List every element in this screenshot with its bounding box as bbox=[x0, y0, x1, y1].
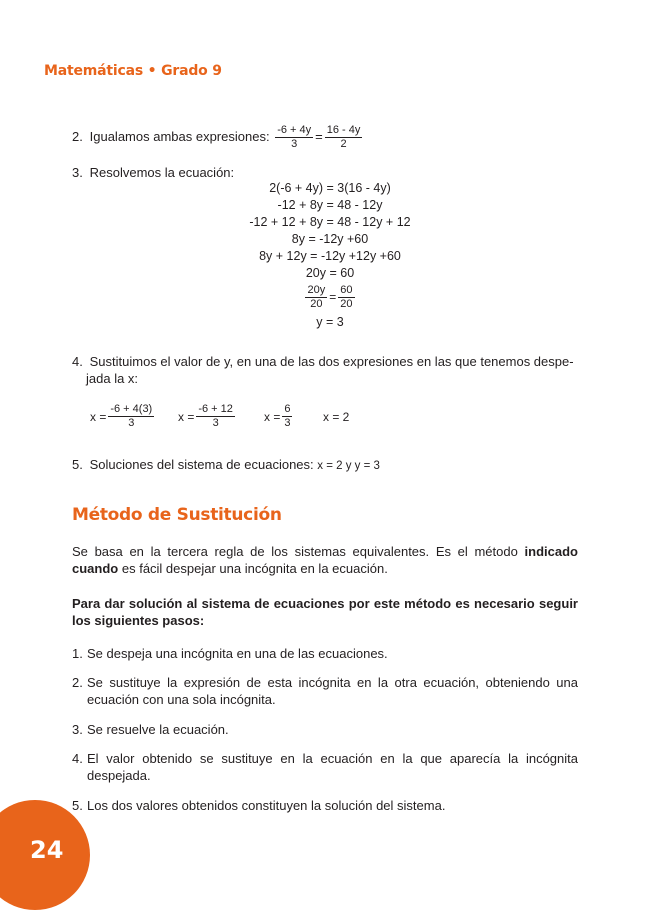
equation-result: y = 3 bbox=[316, 315, 344, 329]
equals-sign: = bbox=[329, 290, 337, 304]
list-item bbox=[72, 674, 578, 708]
step-3-number: 3. bbox=[72, 165, 83, 180]
equation-fraction-line bbox=[200, 282, 460, 312]
step-4-text-line1: Sustituimos el valor de y, en una de las dos expresiones en las que tenemos despe- bbox=[89, 354, 574, 369]
substitution-fraction bbox=[282, 403, 292, 430]
header-subject: Matemáticas bbox=[44, 63, 143, 79]
equation-right-fraction bbox=[338, 284, 354, 311]
list-item-number: 3. bbox=[72, 722, 83, 737]
intro-bold-text: indicado cuando bbox=[72, 544, 578, 576]
substitution-lhs: x = bbox=[264, 409, 281, 424]
step-5 bbox=[72, 456, 380, 475]
equation-left-fraction bbox=[305, 284, 327, 311]
equals-sign: = bbox=[315, 128, 323, 144]
list-item-number: 2. bbox=[72, 675, 83, 690]
fraction-denominator: 3 bbox=[128, 417, 135, 429]
step-5-number: 5. bbox=[72, 457, 83, 472]
fraction-numerator: 16 - 4y bbox=[326, 124, 361, 136]
substitution-2 bbox=[178, 403, 237, 430]
list-item bbox=[72, 750, 578, 784]
step-4-text-line2: jada la x: bbox=[86, 371, 139, 386]
substitution-fraction bbox=[196, 403, 235, 430]
list-item-number: 4. bbox=[72, 751, 83, 766]
header-grade: Grado 9 bbox=[161, 63, 222, 79]
list-item bbox=[72, 645, 578, 662]
substitution-1 bbox=[90, 403, 156, 430]
list-item-text: El valor obtenido se sustituye en la ecuación en la que aparecía la incógnita despejada. bbox=[87, 751, 578, 783]
step-2-right-fraction bbox=[325, 124, 363, 151]
list-item bbox=[72, 797, 578, 814]
fraction-numerator: 20y bbox=[307, 283, 326, 296]
substitution-lhs: x = bbox=[178, 409, 195, 424]
substitution-lhs: x = bbox=[90, 409, 107, 424]
equation-line: -12 + 12 + 8y = 48 - 12y + 12 bbox=[249, 215, 411, 229]
list-item-text: Los dos valores obtenidos constituyen la solución del sistema. bbox=[87, 798, 446, 813]
fraction-denominator: 3 bbox=[291, 138, 298, 150]
list-item-number: 1. bbox=[72, 646, 83, 661]
lead-paragraph: Para dar solución al sistema de ecuaciones por este método es necesario seguir los siguientes pasos: bbox=[72, 596, 578, 628]
intro-paragraph bbox=[72, 543, 578, 577]
page-number: 24 bbox=[30, 836, 64, 864]
equation-block bbox=[200, 180, 460, 331]
equation-line: 8y = -12y +60 bbox=[291, 232, 369, 246]
substitution-fraction bbox=[108, 403, 154, 430]
section-title: Método de Sustitución bbox=[72, 505, 282, 525]
substitution-3 bbox=[264, 403, 294, 430]
substitution-result: x = 2 bbox=[323, 410, 350, 424]
fraction-denominator: 20 bbox=[340, 297, 353, 310]
fraction-denominator: 3 bbox=[284, 417, 291, 429]
fraction-denominator: 3 bbox=[212, 417, 219, 429]
running-header bbox=[44, 63, 222, 79]
list-item-text: Se resuelve la ecuación. bbox=[87, 722, 229, 737]
list-item-number: 5. bbox=[72, 798, 83, 813]
step-3 bbox=[72, 164, 234, 181]
fraction-numerator: -6 + 4y bbox=[277, 124, 312, 136]
step-4 bbox=[72, 353, 582, 387]
list-item-text: Se sustituye la expresión de esta incógnita en la otra ecuación, obteniendo una ecuación con una sola incógnita. bbox=[87, 675, 578, 707]
fraction-numerator: -6 + 12 bbox=[198, 403, 233, 415]
intro-text-b: es fácil despejar una incógnita en la ecuación. bbox=[121, 561, 388, 576]
step-3-text: Resolvemos la ecuación: bbox=[89, 165, 235, 180]
equation-line: 20y = 60 bbox=[305, 266, 355, 280]
fraction-numerator: 60 bbox=[340, 283, 353, 296]
step-2-number: 2. bbox=[72, 128, 83, 144]
header-bullet: • bbox=[147, 63, 157, 79]
step-2 bbox=[72, 124, 364, 151]
fraction-denominator: 2 bbox=[340, 138, 347, 150]
fraction-numerator: 6 bbox=[284, 403, 291, 415]
equation-line: 2(-6 + 4y) = 3(16 - 4y) bbox=[269, 181, 391, 195]
step-5-text: Soluciones del sistema de ecuaciones: bbox=[89, 457, 314, 472]
equation-line: -12 + 8y = 48 - 12y bbox=[277, 198, 383, 212]
fraction-denominator: 20 bbox=[310, 297, 323, 310]
list-item bbox=[72, 721, 578, 738]
step-5-solution: x = 2 y y = 3 bbox=[317, 460, 380, 472]
list-item-text: Se despeja una incógnita en una de las ecuaciones. bbox=[87, 646, 388, 661]
step-4-number: 4. bbox=[72, 354, 83, 369]
equation-line: 8y + 12y = -12y +12y +60 bbox=[259, 249, 401, 263]
intro-text-a: Se basa en la tercera regla de los sistemas equivalentes. Es el método bbox=[72, 544, 518, 559]
step-2-left-fraction bbox=[275, 124, 313, 151]
step-2-text: Igualamos ambas expresiones: bbox=[89, 128, 270, 144]
fraction-numerator: -6 + 4(3) bbox=[110, 403, 153, 415]
